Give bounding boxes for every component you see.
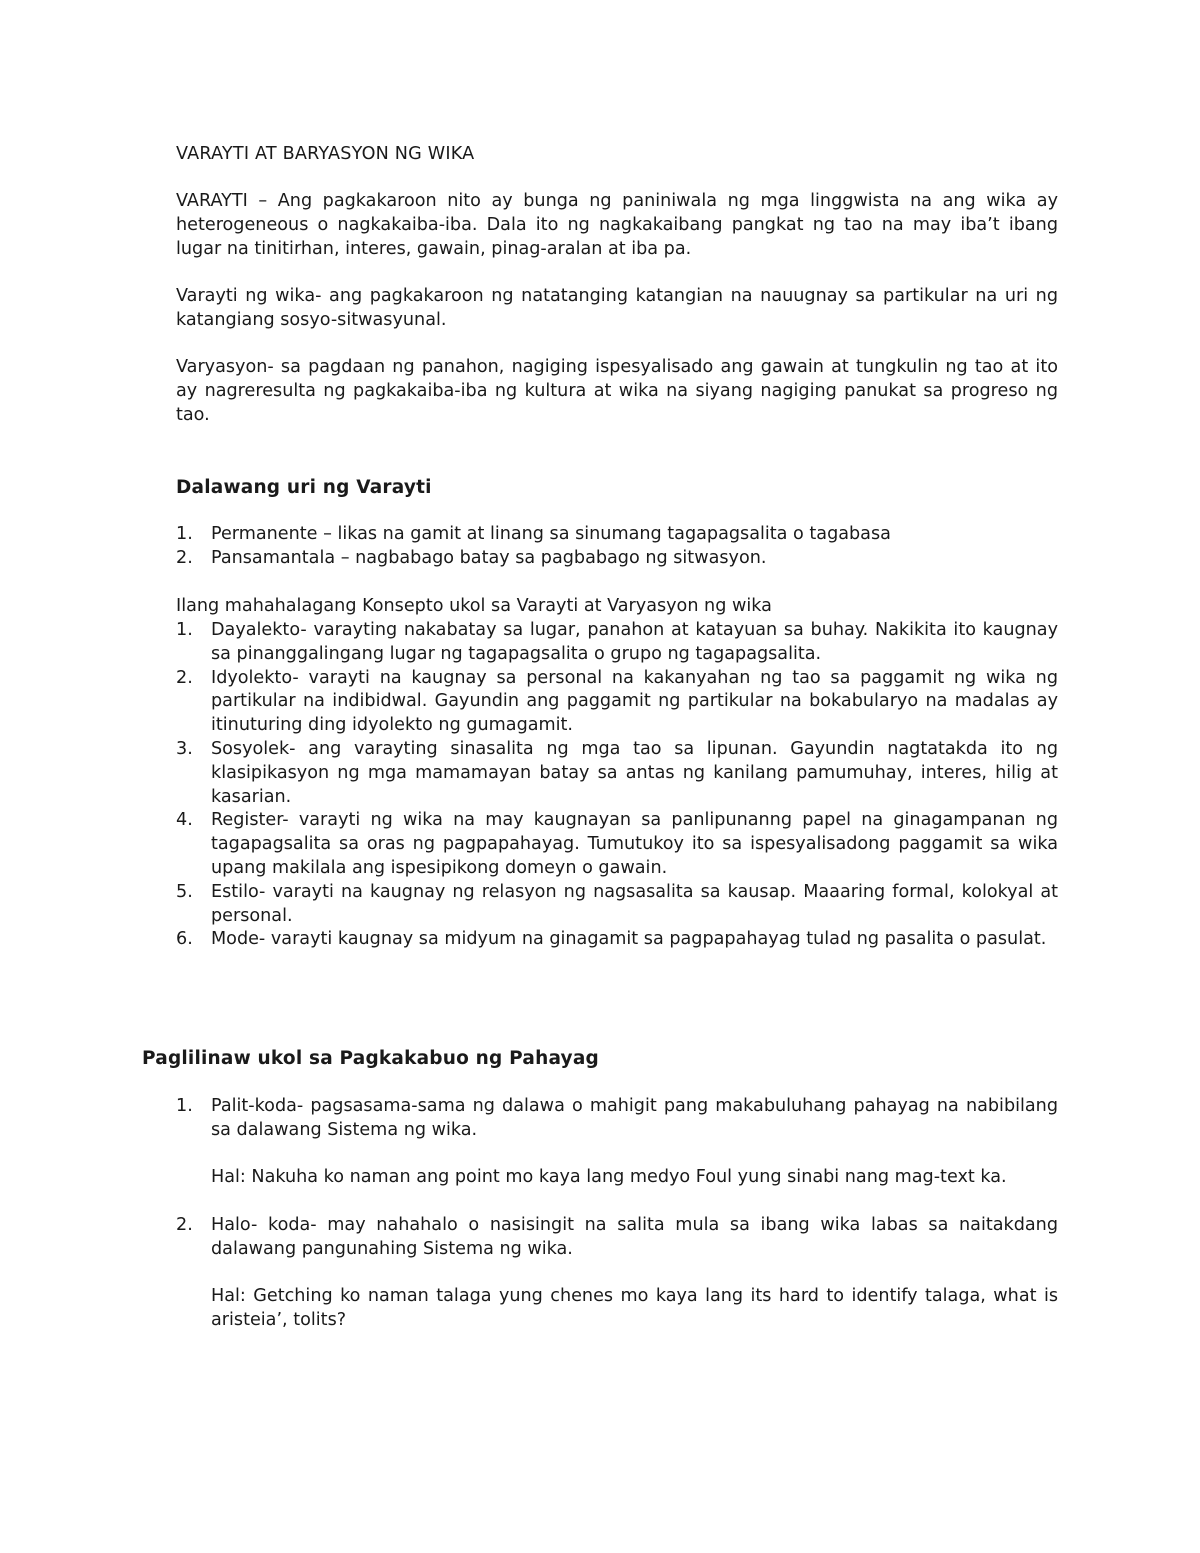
- list-item-text: Mode- varayti kaugnay sa midyum na ginagamit sa pagpapahayag tulad ng pasalita o pasulat.: [211, 929, 1047, 950]
- list-item: [176, 667, 1058, 738]
- list-item: [176, 547, 1058, 571]
- list-item-text: Estilo- varayti na kaugnay ng relasyon ng nagsasalita sa kausap. Maaaring formal, kolokyal at personal.: [211, 881, 1058, 926]
- list-item-text: Idyolekto- varayti na kaugnay sa personal na kakanyahan ng tao sa paggamit ng wika ng partikular na indibidwal. Gayundin ang paggamit ng partikular na bokabularyo na madalas ay itinuturing ding idyolekto ng gumagamit.: [211, 667, 1058, 736]
- paragraph-varayti: VARAYTI – Ang pagkakaroon nito ay bunga ng paniniwala ng mga linggwista na ang wika ay heterogeneous o nagkakaiba-iba. Dala ito ng nagkakaibang pangkat ng tao na may iba’t ibang lugar na tinitirhan, interes, gawain, pinag-aralan at iba pa.: [176, 191, 1058, 259]
- list-item-number: 1.: [176, 524, 193, 544]
- list-item-text: Sosyolek- ang varayting sinasalita ng mga tao sa lipunan. Gayundin nagtatakda ito ng klasipikasyon ng mga mamamayan batay sa antas ng kanilang pamumuhay, interes, hilig at kasarian.: [211, 738, 1058, 807]
- list-paglilinaw: [176, 1095, 1058, 1333]
- list-item-text: Permanente – likas na gamit at linang sa sinumang tagapagsalita o tagabasa: [211, 524, 891, 544]
- list-item: [176, 523, 1058, 547]
- list-item-text: Halo- koda- may nahahalo o nasisingit na salita mula sa ibang wika labas sa naitakdang dalawang pangunahing Sistema ng wika.: [211, 1214, 1058, 1259]
- list-item: [176, 928, 1058, 952]
- paragraph-konsepto-intro: Ilang mahahalagang Konsepto ukol sa Varayti at Varyasyon ng wika: [176, 596, 772, 616]
- list-item: [176, 1214, 1058, 1333]
- list-item-number: 6.: [176, 929, 193, 950]
- list-item-example: Hal: Nakuha ko naman ang point mo kaya lang medyo Foul yung sinabi nang mag-text ka.: [211, 1167, 1007, 1188]
- document-title: VARAYTI AT BARYASYON NG WIKA: [176, 144, 475, 164]
- list-item-number: 2.: [176, 547, 193, 568]
- paragraph-varyasyon: Varyasyon- sa pagdaan ng panahon, nagiging ispesyalisado ang gawain at tungkulin ng tao at ito ay nagreresulta ng pagkakaiba-iba ng kultura at wika na siyang nagiging panukat sa progreso ng tao.: [176, 357, 1058, 425]
- list-item-number: 2.: [176, 667, 193, 688]
- list-item: [176, 881, 1058, 929]
- list-item-example: Hal: Getching ko naman talaga yung chenes mo kaya lang its hard to identify talaga, what is aristeia’, tolits?: [211, 1286, 1058, 1331]
- list-konsepto: [176, 619, 1058, 952]
- section-heading-dalawang-uri: Dalawang uri ng Varayti: [176, 477, 432, 498]
- section-heading-paglilinaw: Paglilinaw ukol sa Pagkakabuo ng Pahayag: [142, 1048, 599, 1069]
- list-item-number: 1.: [176, 620, 193, 640]
- list-item: [176, 809, 1058, 880]
- list-item: [176, 619, 1058, 667]
- list-item: [176, 738, 1058, 809]
- list-item-text: Pansamantala – nagbabago batay sa pagbabago ng sitwasyon.: [211, 547, 767, 568]
- list-item-number: 2.: [176, 1214, 193, 1235]
- list-item-number: 1.: [176, 1096, 193, 1116]
- list-item-text: Register- varayti ng wika na may kaugnayan sa panlipunanng papel na ginagampanan ng tagapagsalita sa oras ng pagpapahayag. Tumutukoy ito sa ispesyalisadong paggamit sa wika upang makilala ang ispesipikong domeyn o gawain.: [211, 810, 1058, 878]
- list-item: [176, 1095, 1058, 1190]
- list-item-number: 4.: [176, 810, 193, 831]
- list-item-number: 3.: [176, 738, 193, 759]
- paragraph-varayti-ng-wika: Varayti ng wika- ang pagkakaroon ng natatanging katangian na nauugnay sa partikular na uri ng katangiang sosyo-sitwasyunal.: [176, 286, 1058, 330]
- list-item-text: Palit-koda- pagsasama-sama ng dalawa o mahigit pang makabuluhang pahayag na nabibilang sa dalawang Sistema ng wika.: [211, 1096, 1058, 1140]
- list-dalawang-uri: [176, 523, 1058, 571]
- list-item-number: 5.: [176, 881, 193, 902]
- list-item-text: Dayalekto- varayting nakabatay sa lugar, panahon at katayuan sa buhay. Nakikita ito kaugnay sa pinanggalingang lugar ng tagapagsalita o grupo ng tagapagsalita.: [211, 620, 1058, 664]
